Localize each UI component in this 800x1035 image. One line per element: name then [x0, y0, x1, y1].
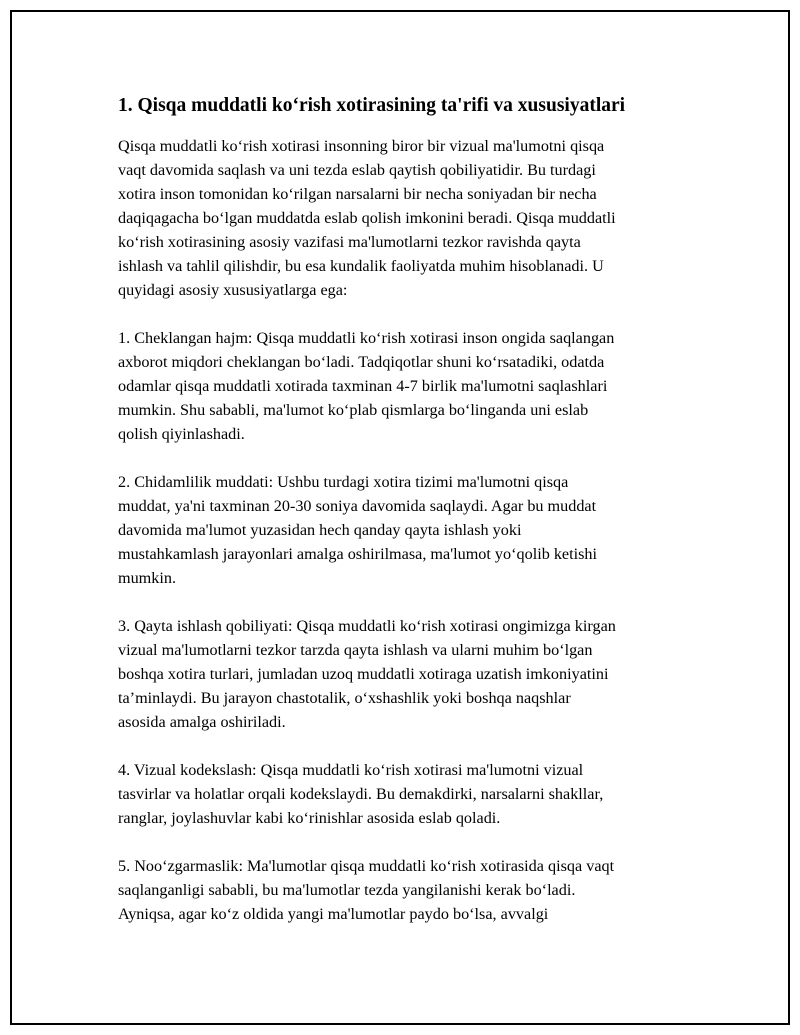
text-line: muddat, ya'ni taxminan 20-30 soniya davomida saqlaydi. Agar bu muddat: [118, 497, 597, 515]
text-line: daqiqagacha bo‘lgan muddatda eslab qolish imkonini beradi. Qisqa muddatli: [118, 209, 616, 227]
text-line: boshqa xotira turlari, jumladan uzoq muddatli xotiraga uzatish imkoniyatini: [118, 665, 609, 683]
text-line: saqlanganligi sababli, bu ma'lumotlar tezda yangilanishi kerak bo‘ladi.: [118, 881, 576, 899]
text-line: vizual ma'lumotlarni tezkor tarzda qayta ishlash va ularni muhim bo‘lgan: [118, 641, 593, 659]
text-line: xotira inson tomonidan ko‘rilgan narsalarni bir necha soniyadan bir necha: [118, 185, 597, 203]
list-paragraph-3: [118, 614, 698, 734]
text-line: 2. Chidamlilik muddati: Ushbu turdagi xotira tizimi ma'lumotni qisqa: [118, 473, 569, 491]
text-line: ranglar, joylashuvlar kabi ko‘rinishlar asosida eslab qoladi.: [118, 809, 501, 827]
text-line: ko‘rish xotirasining asosiy vazifasi ma'lumotlarni tezkor ravishda qayta: [118, 233, 581, 251]
text-line: ta’minlaydi. Bu jarayon chastotalik, o‘xshashlik yoki boshqa naqshlar: [118, 689, 571, 707]
text-line: qolish qiyinlashadi.: [118, 425, 245, 443]
list-paragraph-1: [118, 326, 698, 446]
list-paragraph-2: [118, 470, 698, 590]
text-line: tasvirlar va holatlar orqali kodekslaydi. Bu demakdirki, narsalarni shakllar,: [118, 785, 604, 803]
text-line: 4. Vizual kodekslash: Qisqa muddatli ko‘rish xotirasi ma'lumotni vizual: [118, 761, 584, 779]
text-line: 5. Noo‘zgarmaslik: Ma'lumotlar qisqa muddatli ko‘rish xotirasida qisqa vaqt: [118, 857, 615, 875]
text-line: 3. Qayta ishlash qobiliyati: Qisqa muddatli ko‘rish xotirasi ongimizga kirgan: [118, 617, 616, 635]
text-line: quyidagi asosiy xususiyatlarga ega:: [118, 281, 348, 299]
section-heading: 1. Qisqa muddatli ko‘rish xotirasining ta'rifi va xususiyatlari: [118, 95, 626, 116]
text-line: asosida amalga oshiriladi.: [118, 713, 286, 731]
text-line: mumkin. Shu sababli, ma'lumot ko‘plab qismlarga bo‘linganda uni eslab: [118, 401, 589, 419]
document-body: [118, 94, 698, 950]
list-paragraph-5: [118, 854, 698, 926]
text-line: mustahkamlash jarayonlari amalga oshirilmasa, ma'lumot yo‘qolib ketishi: [118, 545, 597, 563]
text-line: axborot miqdori cheklangan bo‘ladi. Tadqiqotlar shuni ko‘rsatadiki, odatda: [118, 353, 605, 371]
text-line: mumkin.: [118, 569, 177, 587]
intro-paragraph: [118, 134, 698, 302]
text-line: Ayniqsa, agar ko‘z oldida yangi ma'lumotlar paydo bo‘lsa, avvalgi: [118, 905, 549, 923]
text-line: odamlar qisqa muddatli xotirada taxminan 4-7 birlik ma'lumotni saqlashlari: [118, 377, 608, 395]
text-line: 1. Cheklangan hajm: Qisqa muddatli ko‘rish xotirasi inson ongida saqlangan: [118, 329, 615, 347]
list-paragraph-4: [118, 758, 698, 830]
text-line: ishlash va tahlil qilishdir, bu esa kundalik faoliyatda muhim hisoblanadi. U: [118, 257, 604, 275]
text-line: vaqt davomida saqlash va uni tezda eslab qaytish qobiliyatidir. Bu turdagi: [118, 161, 596, 179]
text-line: Qisqa muddatli ko‘rish xotirasi insonning biror bir vizual ma'lumotni qisqa: [118, 137, 605, 155]
text-line: davomida ma'lumot yuzasidan hech qanday qayta ishlash yoki: [118, 521, 522, 539]
